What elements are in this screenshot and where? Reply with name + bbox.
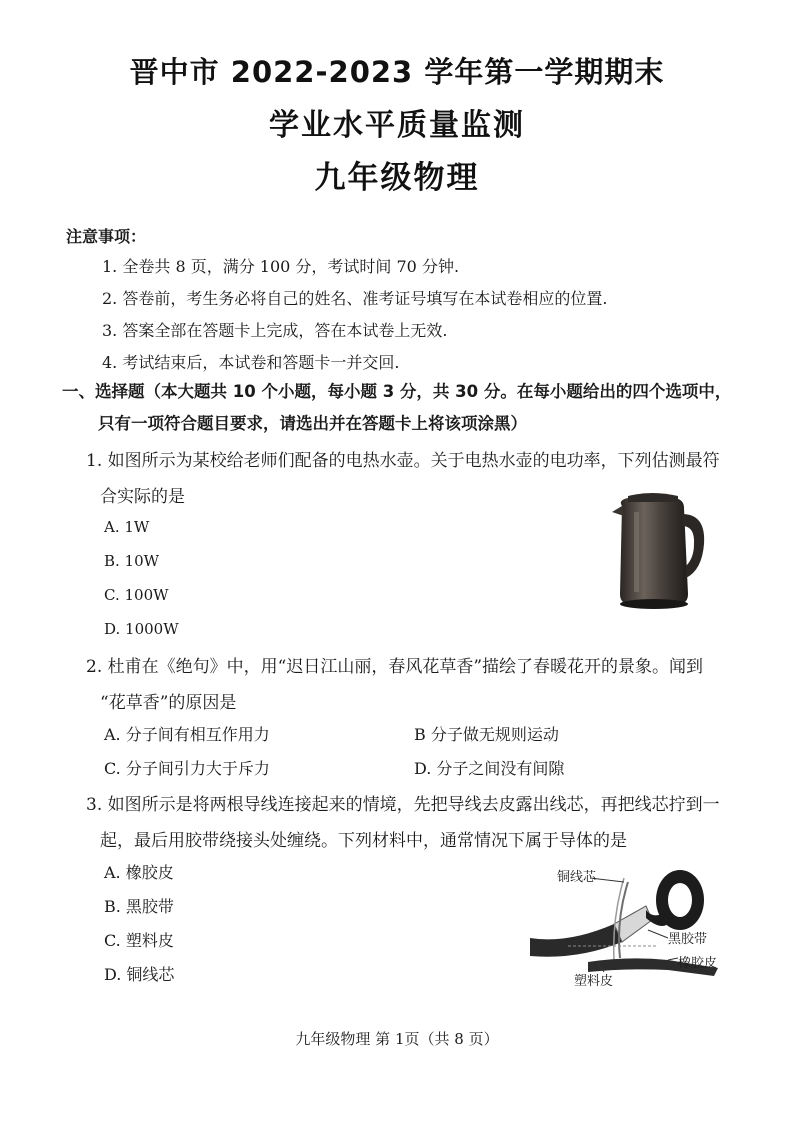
question-3-stem: 3. 如图所示是将两根导线连接起来的情境，先把导线去皮露出线芯，再把线芯拧到一 (86, 795, 720, 815)
question-1-option-d: D. 1000W (104, 620, 179, 638)
question-3-option-d: D. 铜线芯 (104, 965, 175, 984)
question-1-option-c: C. 100W (104, 586, 169, 604)
question-2-option-d: D. 分子之间没有间隙 (414, 759, 565, 778)
figure-label-rubber-sheath: 橡胶皮 (678, 956, 718, 971)
notice-heading: 注意事项： (66, 227, 147, 246)
question-3-stem-line2: 起，最后用胶带绕接头处缠绕。下列材料中，通常情况下属于导体的是 (100, 831, 627, 851)
section-heading-line2: 只有一项符合题目要求，请选出并在答题卡上将该项涂黑） (98, 414, 527, 433)
question-1-stem: 1. 如图所示为某校给老师们配备的电热水壶。关于电热水壶的电功率，下列估测最符 (86, 451, 720, 471)
question-2-option-a: A. 分子间有相互作用力 (104, 725, 270, 744)
figure-label-black-tape: 黑胶带 (668, 932, 708, 947)
exam-title-line3: 九年级物理 (314, 160, 480, 196)
section-heading: 一、选择题（本大题共 10 个小题，每小题 3 分，共 30 分。在每小题给出的四个选项中， (62, 382, 732, 401)
exam-title-line2: 学业水平质量监测 (269, 108, 525, 143)
page-footer: 九年级物理 第 1页（共 8 页） (295, 1030, 499, 1048)
figure-label-plastic-sheath: 塑料皮 (574, 974, 614, 989)
question-1-stem-line2: 合实际的是 (100, 487, 185, 507)
electric-kettle-image (608, 492, 712, 612)
question-2-option-b: B 分子做无规则运动 (414, 725, 559, 744)
question-3-option-c: C. 塑料皮 (104, 931, 174, 950)
notice-item: 1. 全卷共 8 页，满分 100 分，考试时间 70 分钟. (102, 257, 460, 276)
question-3-option-a: A. 橡胶皮 (104, 863, 174, 882)
figure-label-copper-core: 铜线芯 (557, 870, 597, 885)
question-3-option-b: B. 黑胶带 (104, 897, 174, 916)
question-2-stem: 2. 杜甫在《绝句》中，用“迟日江山丽，春风花草香”描绘了春暖花开的景象。闻到 (86, 657, 704, 677)
notice-item: 3. 答案全部在答题卡上完成，答在本试卷上无效. (102, 321, 448, 340)
question-2-stem-line2: “花草香”的原因是 (100, 693, 237, 713)
question-2-option-c: C. 分子间引力大于斥力 (104, 759, 270, 778)
notice-item: 4. 考试结束后，本试卷和答题卡一并交回. (102, 353, 400, 372)
exam-title-line1: 晋中市 2022-2023 学年第一学期期末 (129, 55, 665, 89)
question-1-option-b: B. 10W (104, 552, 160, 570)
notice-item: 2. 答卷前，考生务必将自己的姓名、准考证号填写在本试卷相应的位置. (102, 289, 608, 308)
question-1-option-a: A. 1W (104, 518, 150, 536)
